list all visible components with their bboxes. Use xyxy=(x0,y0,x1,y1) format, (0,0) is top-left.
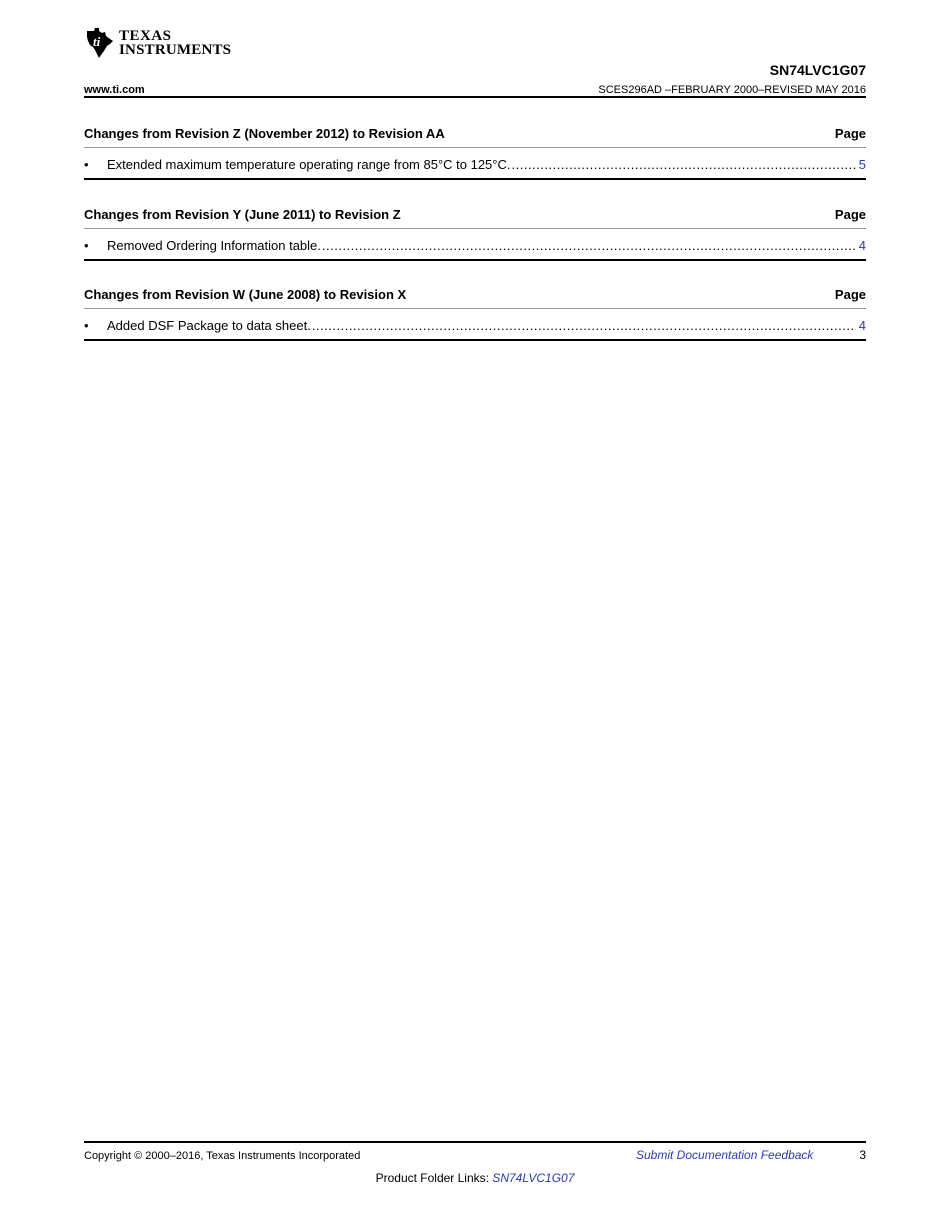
page-link[interactable]: 4 xyxy=(858,318,866,333)
page-column-label: Page xyxy=(834,207,866,222)
revision-title: Changes from Revision Z (November 2012) to Revision AA xyxy=(84,126,445,141)
submit-feedback-link[interactable]: Submit Documentation Feedback xyxy=(636,1148,814,1162)
revision-title: Changes from Revision Y (June 2011) to Revision Z xyxy=(84,207,401,222)
revision-section xyxy=(84,126,866,180)
dot-leader xyxy=(312,318,856,333)
site-link[interactable]: www.ti.com xyxy=(84,84,145,96)
logo-line-1: TEXAS xyxy=(119,28,172,44)
revision-section xyxy=(84,207,866,261)
ti-logo[interactable] xyxy=(84,26,231,60)
revision-item-text: Added DSF Package to data sheet. xyxy=(107,318,311,333)
company-wordmark xyxy=(119,29,231,57)
revision-header xyxy=(84,287,866,309)
revision-section xyxy=(84,287,866,341)
dot-leader xyxy=(512,157,856,172)
revision-item xyxy=(84,148,866,180)
page-link[interactable]: 4 xyxy=(858,238,866,253)
product-folder-link[interactable]: SN74LVC1G07 xyxy=(492,1171,575,1185)
header-divider xyxy=(84,96,866,98)
dot-leader xyxy=(322,238,856,253)
document-reference: SCES296AD –FEBRUARY 2000–REVISED MAY 2016 xyxy=(598,84,866,96)
revision-item-text: Extended maximum temperature operating range from 85°C to 125°C. xyxy=(107,157,511,172)
bullet: • xyxy=(84,318,89,333)
revision-header xyxy=(84,207,866,229)
page-number: 3 xyxy=(859,1148,866,1162)
svg-text:ti: ti xyxy=(93,34,101,49)
footer-divider xyxy=(84,1141,866,1143)
bullet: • xyxy=(84,157,89,172)
bullet: • xyxy=(84,238,89,253)
product-folder-links xyxy=(0,1171,950,1185)
revision-item xyxy=(84,309,866,341)
logo-line-2: INSTRUMENTS xyxy=(119,42,232,58)
revision-title: Changes from Revision W (June 2008) to Revision X xyxy=(84,287,407,302)
revision-header xyxy=(84,126,866,148)
folder-links-label: Product Folder Links: xyxy=(375,1171,489,1185)
revision-item xyxy=(84,229,866,261)
part-number: SN74LVC1G07 xyxy=(769,62,866,78)
page-column-label: Page xyxy=(834,126,866,141)
page-column-label: Page xyxy=(834,287,866,302)
ti-state-icon xyxy=(84,27,114,59)
copyright-notice: Copyright © 2000–2016, Texas Instruments Incorporated xyxy=(84,1150,361,1162)
revision-item-text: Removed Ordering Information table. xyxy=(107,238,321,253)
page-link[interactable]: 5 xyxy=(858,157,866,172)
